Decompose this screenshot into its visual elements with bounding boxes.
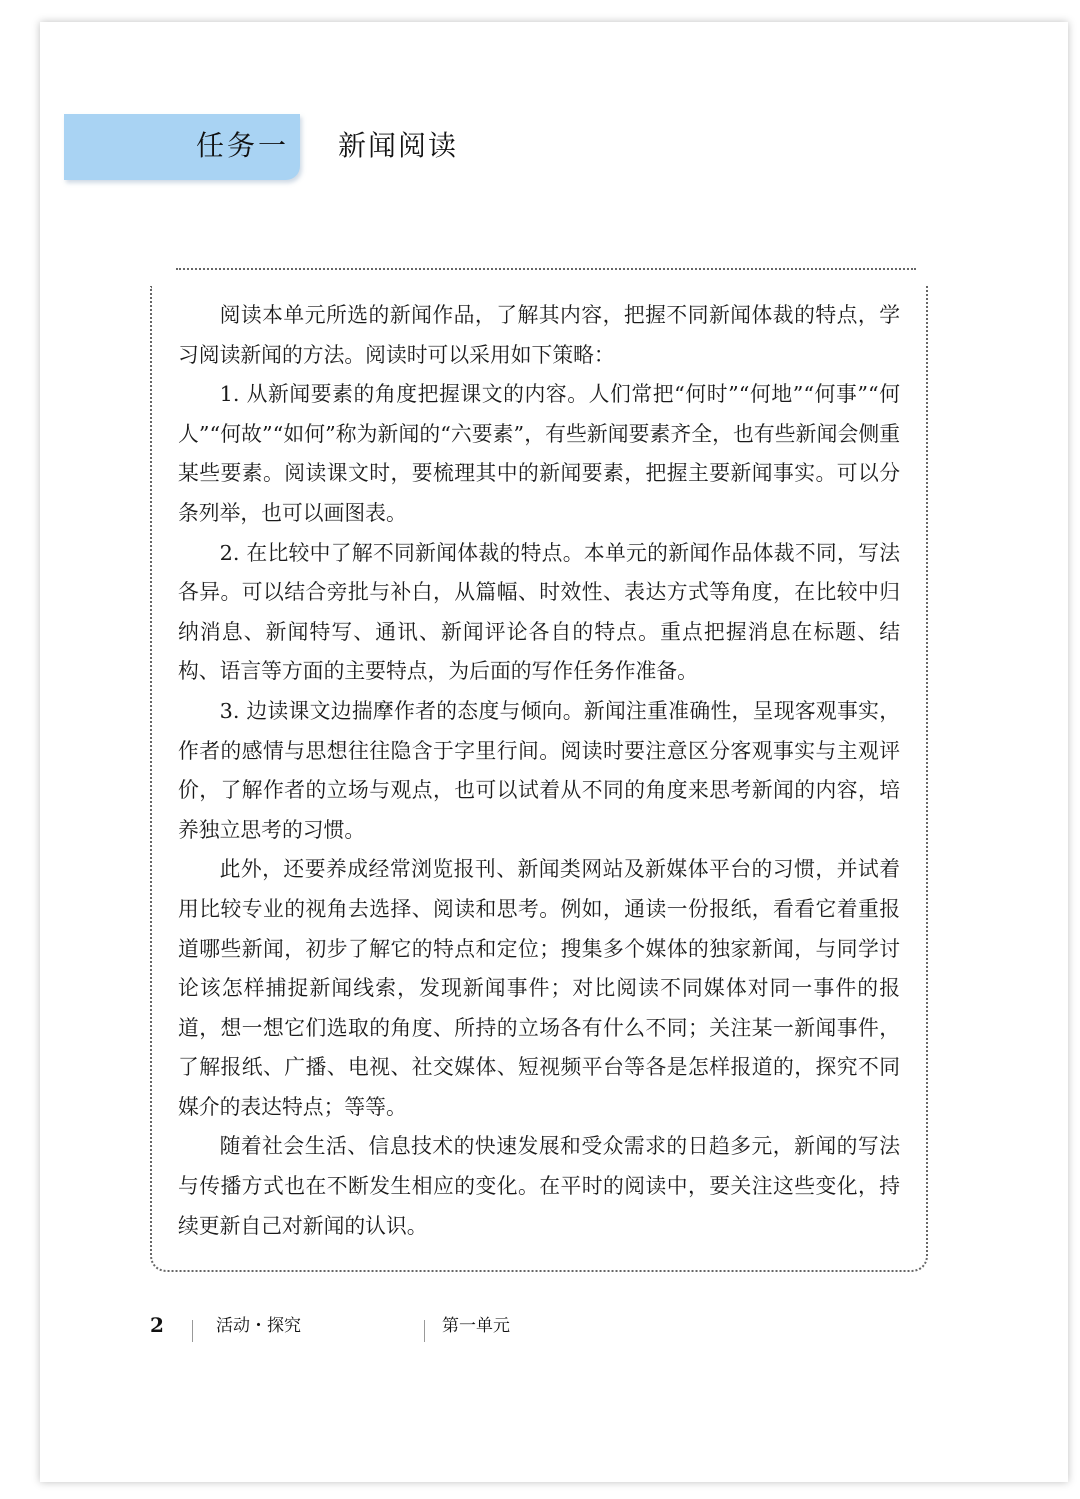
paragraph-strategy-1: 1. 从新闻要素的角度把握课文的内容。人们常把“何时”“何地”“何事”“何人”“何故”“如何”称为新闻的“六要素”，有些新闻要素齐全，也有些新闻会侧重某些要素。阅读课文时，要梳理其中的新闻要素，把握主要新闻事实。可以分条列举，也可以画图表。	[178, 382, 900, 525]
page-number: 2	[150, 1313, 164, 1337]
task-label: 任务一	[196, 129, 290, 162]
footer-series: 活动・探究	[216, 1316, 301, 1336]
footer-separator	[424, 1320, 425, 1342]
paragraph-strategy-2: 2. 在比较中了解不同新闻体裁的特点。本单元的新闻作品体裁不同，写法各异。可以结合旁批与补白，从篇幅、时效性、表达方式等角度，在比较中归纳消息、新闻特写、通讯、新闻评论各自的特点。重点把握消息在标题、结构、语言等方面的主要特点，为后面的写作任务作准备。	[178, 540, 900, 684]
paragraph-strategy-3: 3. 边读课文边揣摩作者的态度与倾向。新闻注重准确性，呈现客观事实，作者的感情与思想往往隐含于字里行间。阅读时要注意区分客观事实与主观评价，了解作者的立场与观点，也可以试着从不同的角度来思考新闻的内容，培养独立思考的习惯。	[178, 698, 900, 842]
section-title: 新闻阅读	[338, 129, 459, 162]
paragraph-intro: 阅读本单元所选的新闻作品，了解其内容，把握不同新闻体裁的特点，学习阅读新闻的方法。阅读时可以采用如下策略：	[178, 303, 900, 367]
footer-unit: 第一单元	[442, 1316, 510, 1336]
paragraph-conclusion: 随着社会生活、信息技术的快速发展和受众需求的日趋多元，新闻的写法与传播方式也在不断发生相应的变化。在平时的阅读中，要关注这些变化，持续更新自己对新闻的认识。	[178, 1134, 900, 1238]
footer-separator	[192, 1320, 193, 1342]
dotted-divider-top	[176, 268, 916, 270]
paragraph-additional: 此外，还要养成经常浏览报刊、新闻类网站及新媒体平台的习惯，并试着用比较专业的视角去选择、阅读和思考。例如，通读一份报纸，看看它着重报道哪些新闻，初步了解它的特点和定位；搜集多个媒体的独家新闻，与同学讨论该怎样捕捉新闻线索，发现新闻事件；对比阅读不同媒体对同一事件的报道，想一想它们选取的角度、所持的立场各有什么不同；关注某一新闻事件，了解报纸、广播、电视、社交媒体、短视频平台等各是怎样报道的，探究不同媒介的表达特点；等等。	[178, 857, 900, 1119]
body-text	[178, 296, 900, 1246]
